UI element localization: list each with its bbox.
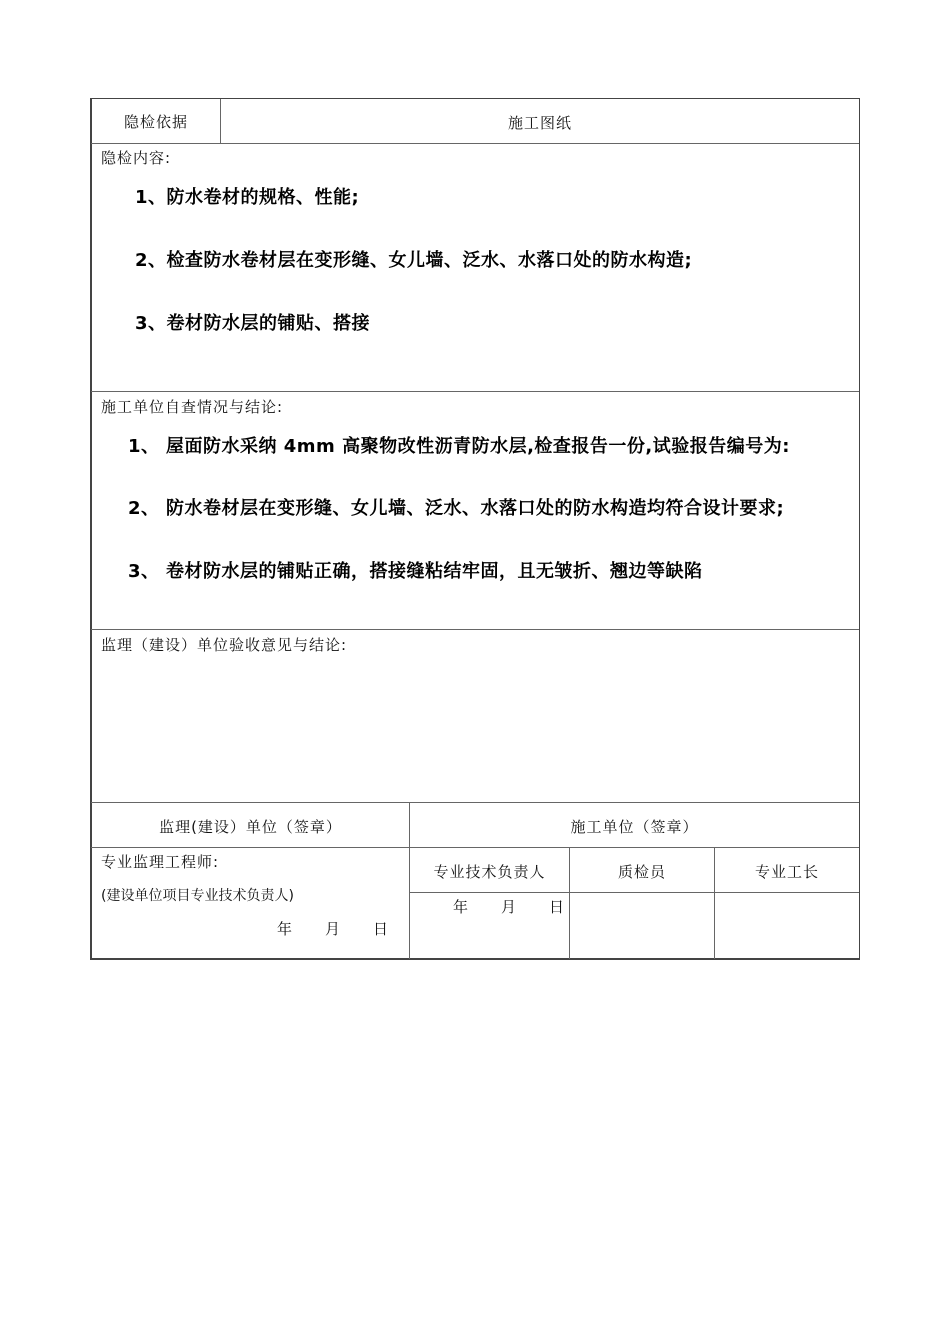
self-check-bottom-line	[91, 629, 859, 630]
self-check-item-3: 卷材防水层的铺贴正确，搭接缝粘结牢固，且无皱折、翘边等缺陷	[166, 561, 703, 582]
self-check-num-3: 3、	[128, 561, 160, 582]
basis-value: 施工图纸	[507, 114, 572, 132]
self-check-title: 施工单位自查情况与结论:	[101, 398, 284, 416]
supervision-bottom-line	[91, 802, 859, 803]
engineer-label: 专业监理工程师:	[101, 853, 220, 871]
inspection-item-3: 3、卷材防水层的铺贴、搭接	[135, 313, 371, 334]
owner-tech-lead-label: (建设单位项目专业技术负责人)	[101, 888, 294, 904]
self-check-num-1: 1、	[128, 436, 160, 457]
basis-label: 隐检依据	[123, 113, 188, 131]
construction-seal-label: 施工单位（签章）	[570, 818, 699, 836]
self-check-item-1: 屋面防水采纳 4mm 高聚物改性沥青防水层,检查报告一份,试验报告编号为:	[166, 436, 790, 457]
self-check-item-2: 防水卷材层在变形缝、女儿墙、泛水、水落口处的防水构造均符合设计要求;	[166, 498, 785, 519]
inspection-item-1: 1、防水卷材的规格、性能;	[135, 187, 360, 208]
self-check-num-2: 2、	[128, 498, 160, 519]
foreman-label: 专业工长	[754, 863, 819, 881]
date-left: 年 月 日	[277, 920, 390, 938]
supervision-title: 监理（建设）单位验收意见与结论:	[101, 636, 348, 654]
header-row-bottom-line	[91, 143, 859, 144]
signature-subheader-bottom-line	[410, 892, 859, 893]
date-right: 年 月 日	[453, 898, 566, 916]
inspector-label: 质检员	[617, 863, 666, 881]
inspection-content-title: 隐检内容:	[101, 149, 172, 167]
signature-header-bottom-line	[91, 847, 859, 848]
supervision-seal-label: 监理(建设）单位（签章）	[159, 818, 342, 836]
tech-lead-label: 专业技术负责人	[433, 863, 546, 881]
content-section-bottom-line	[91, 391, 859, 392]
inspection-item-2: 2、检查防水卷材层在变形缝、女儿墙、泛水、水落口处的防水构造;	[135, 250, 693, 271]
